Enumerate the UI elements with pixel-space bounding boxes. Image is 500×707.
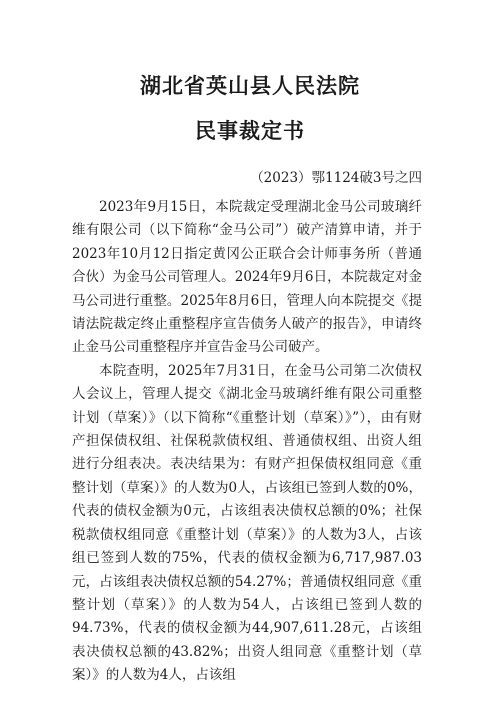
court-name: 湖北省英山县人民法院	[140, 73, 360, 98]
document-body	[72, 196, 422, 688]
paragraph-acceptance: 2023年9月15日，本院裁定受理湖北金马公司玻璃纤维有限公司（以下简称“金马公司”）破产清算申请，并于2023年10月12日指定黄冈公正联合会计师事务所（普通合伙）为金马公司管理人。2024年9月6日，本院裁定对金马公司进行重整。2025年8月6日，管理人向本院提交《提请法院裁定终止重整程序宣告债务人破产的报告》，申请终止金马公司重整程序并宣告金马公司破产。	[72, 199, 422, 356]
case-number: （2023）鄂1124破3号之四	[250, 170, 422, 186]
document-type-title: 民事裁定书	[195, 118, 305, 143]
paragraph-findings: 本院查明，2025年7月31日，在金马公司第二次债权人会议上，管理人提交《湖北金马玻璃纤维有限公司重整计划（草案）》（以下简称“《重整计划（草案）》”），由有财产担保债权组、社保税款债权组、普通债权组、出资人组进行分组表决。表决结果为：有财产担保债权组同意《重整计划（草案）》的人数为0人，占该组已签到人数的0%，代表的债权金额为0元，占该组表决债权总额的0%；社保税款债权组同意《重整计划（草案）》的人数为3人，占该组已签到人数的75%，代表的债权金额为6,717,987.03元，占该组表决债权总额的54.27%；普通债权组同意《重整计划（草案）》的人数为54人，占该组已签到人数的94.73%，代表的债权金额为44,907,611.28元，占该组表决债权总额的43.82%；出资人组同意《重整计划（草案）》的人数为4人，占该组	[72, 362, 422, 684]
